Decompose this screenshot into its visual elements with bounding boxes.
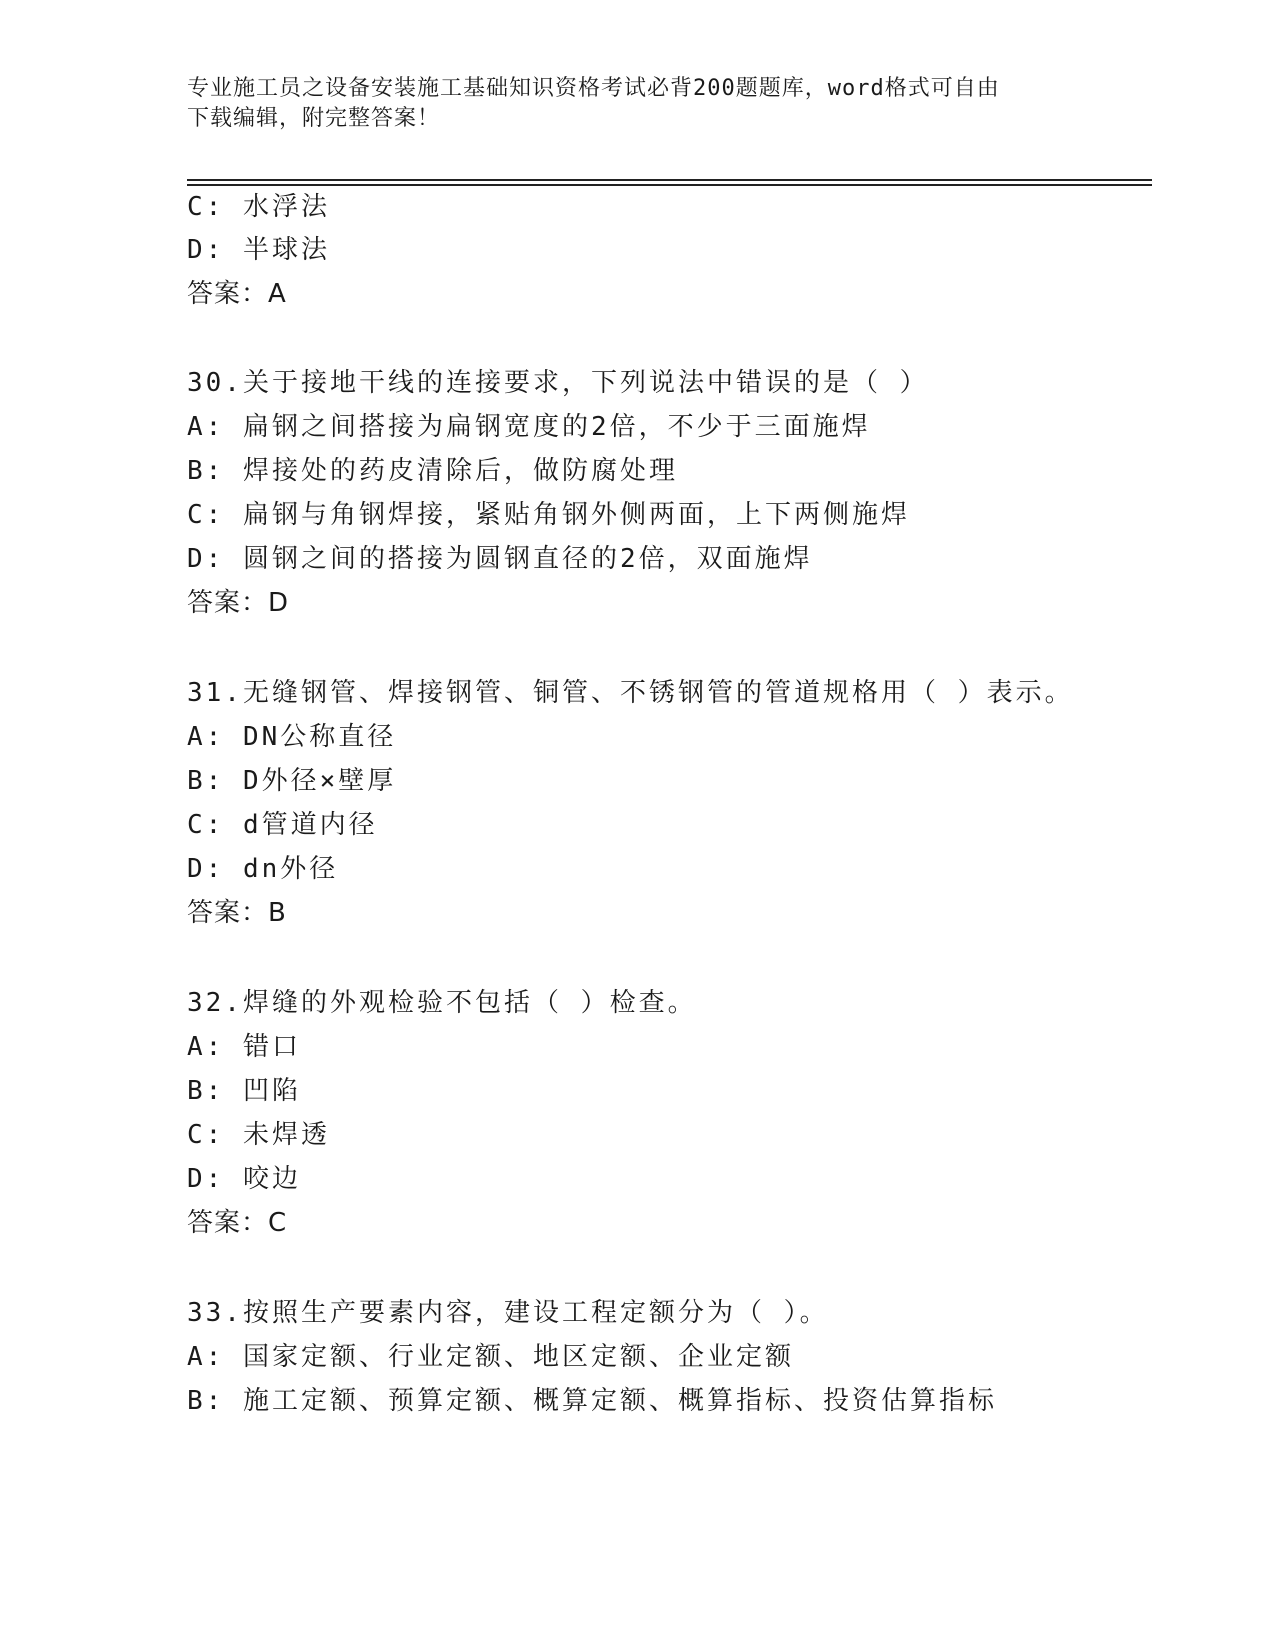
answer-label: 答案：D (187, 588, 290, 618)
header-title-line-2: 下载编辑，附完整答案！ (187, 106, 441, 131)
question-stem-32: 32.焊缝的外观检验不包括（ ）检查。 (187, 988, 697, 1018)
option-b: B: 凹陷 (187, 1076, 301, 1106)
option-a: A: DN公称直径 (187, 722, 397, 752)
header-divider-top (187, 179, 1152, 181)
option-c: C: 扁钢与角钢焊接，紧贴角钢外侧两面，上下两侧施焊 (187, 500, 910, 530)
option-d: D: 半球法 (187, 235, 330, 265)
option-b: B: 焊接处的药皮清除后，做防腐处理 (187, 456, 678, 486)
option-b: B: 施工定额、预算定额、概算定额、概算指标、投资估算指标 (187, 1386, 997, 1416)
option-c: C: d管道内径 (187, 810, 378, 840)
option-d: D: 圆钢之间的搭接为圆钢直径的2倍，双面施焊 (187, 544, 813, 574)
answer-label: 答案：B (187, 898, 287, 928)
document-header (187, 74, 1067, 134)
option-d: D: dn外径 (187, 854, 339, 884)
option-a: A: 错口 (187, 1032, 301, 1062)
option-b: B: D外径×壁厚 (187, 766, 397, 796)
question-stem-33: 33.按照生产要素内容，建设工程定额分为（ ）。 (187, 1298, 829, 1328)
question-stem-30: 30.关于接地干线的连接要求，下列说法中错误的是（ ） (187, 368, 929, 398)
option-c: C: 未焊透 (187, 1120, 330, 1150)
answer-label: 答案：A (187, 279, 287, 309)
question-stem-31: 31.无缝钢管、焊接钢管、铜管、不锈钢管的管道规格用（ ）表示。 (187, 678, 1074, 708)
header-title-line-1: 专业施工员之设备安装施工基础知识资格考试必背200题题库，word格式可自由 (187, 76, 1000, 101)
option-a: A: 扁钢之间搭接为扁钢宽度的2倍，不少于三面施焊 (187, 412, 871, 442)
header-divider-bottom (187, 184, 1152, 186)
answer-label: 答案：C (187, 1208, 288, 1238)
option-a: A: 国家定额、行业定额、地区定额、企业定额 (187, 1342, 794, 1372)
option-c: C: 水浮法 (187, 192, 330, 222)
option-d: D: 咬边 (187, 1164, 301, 1194)
